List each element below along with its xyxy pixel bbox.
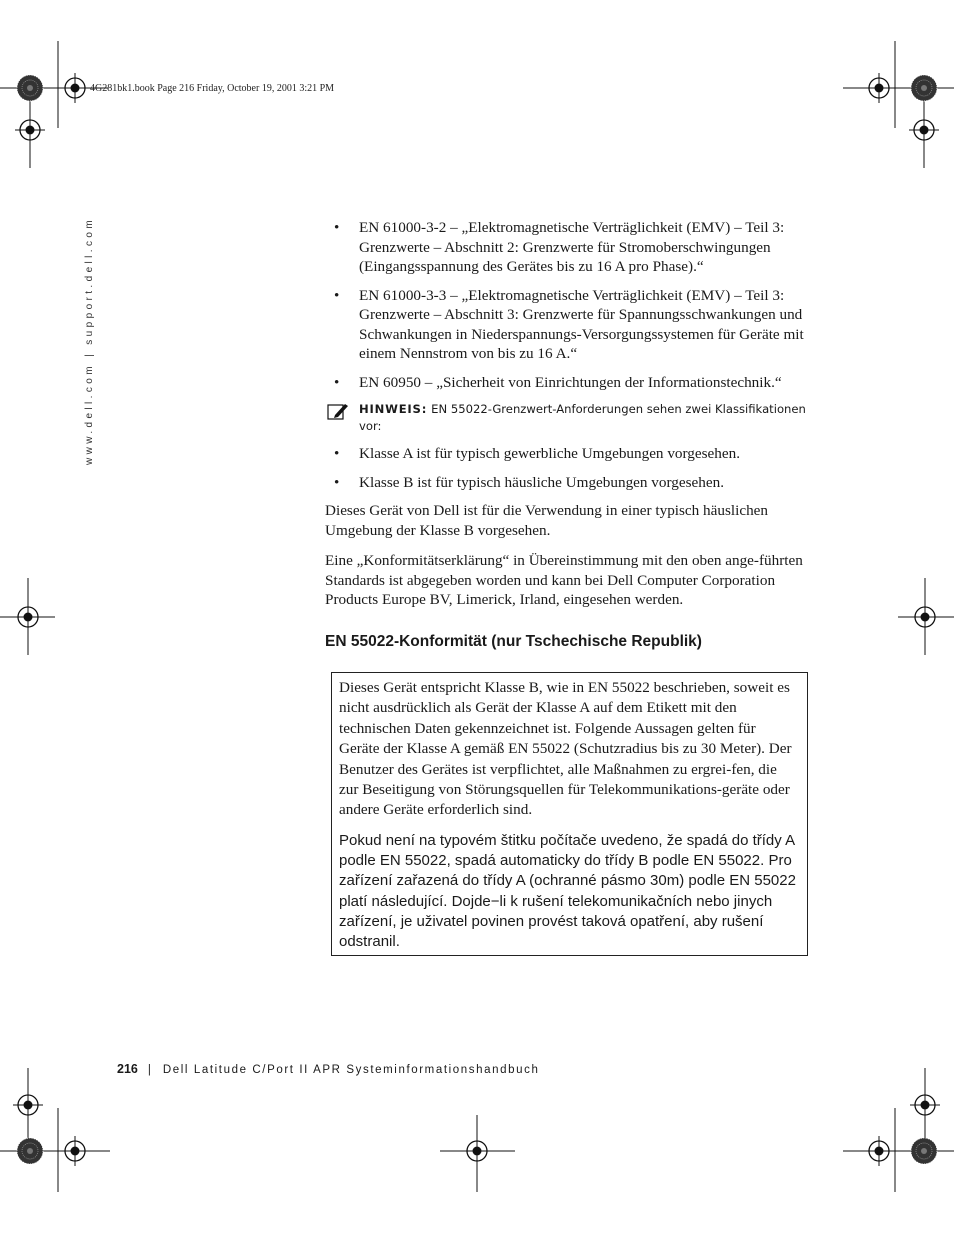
footer-separator: | xyxy=(147,1064,151,1076)
list-item xyxy=(325,444,815,464)
side-url-text: www.dell.com | support.dell.com xyxy=(84,216,95,465)
list-item-text: Klasse A ist für typisch gewerbliche Umgebungen vorgesehen. xyxy=(359,445,741,462)
list-item xyxy=(325,373,815,393)
list-item xyxy=(325,473,815,493)
notice-german-text: Dieses Gerät entspricht Klasse B, wie in EN 55022 beschrieben, soweit es nicht ausdrücklich als Gerät der Klasse A auf dem Etikett mit den technischen Daten gekennzeichnet ist. Folgende Aussagen gelten für Geräte der Klasse A gemäß EN 55022 (Schutzradius bis zu 30 Meter). Der Benutzer des Gerätes ist verpflichtet, alle Maßnahmen zu ergrei-fen, die zur Beseitigung von Störungsquellen für Telekommunikations-geräte oder andere Geräte erforderlich sind. xyxy=(339,679,792,819)
list-item-text: EN 61000-3-2 – „Elektromagnetische Verträglichkeit (EMV) – Teil 3: Grenzwerte – Abschnitt 2: Grenzwerte für Stromoberschwingungen (Eingangsspannung des Gerätes bis zu 16 A pro Phase).“ xyxy=(359,219,785,275)
notice-box xyxy=(331,672,808,956)
note-body: EN 55022-Grenzwert-Anforderungen sehen zwei Klassifikationen vor: xyxy=(359,402,806,433)
bullet-dot: • xyxy=(334,286,340,304)
bullet-dot: • xyxy=(334,473,340,491)
book-title: Dell Latitude C/Port II APR Systeminformationshandbuch xyxy=(162,1064,540,1076)
list-item xyxy=(325,218,815,277)
main-content xyxy=(325,218,815,652)
notice-czech-text: Pokud není na typovém štitku počítače uvedeno, že spadá do třídy A podle EN 55022, spadá automaticky do třídy B podle EN 55022. Pro zařízení zařazená do třídy A (ochranné pásmo 30m) podle EN 55022 platí následující. Dojde−li k rušení telekomunikačních nebo jinych zařízení, je uživatel povinen provést taková opatření, aby rušení odstranil. xyxy=(339,831,796,951)
page-number: 216 xyxy=(117,1062,138,1076)
section-heading: EN 55022-Konformität (nur Tschechische Republik) xyxy=(325,632,702,650)
paragraph: Dieses Gerät von Dell ist für die Verwendung in einer typisch häuslichen Umgebung der Klasse B vorgesehen. xyxy=(325,502,768,539)
bullet-dot: • xyxy=(334,445,340,462)
note-block xyxy=(325,401,815,435)
list-item-text: Klasse B ist für typisch häusliche Umgebungen vorgesehen. xyxy=(359,473,724,491)
bullet-dot: • xyxy=(334,373,340,391)
print-info-header: 4G281bk1.book Page 216 Friday, October 19, 2001 3:21 PM xyxy=(90,83,335,94)
note-label: HINWEIS: xyxy=(359,402,428,416)
note-text xyxy=(359,401,815,435)
bullet-dot: • xyxy=(334,219,340,236)
list-item-text: EN 61000-3-3 – „Elektromagnetische Verträglichkeit (EMV) – Teil 3: Grenzwerte – Abschnitt 3: Grenzwerte für Spannungsschwankungen und Schwankungen in Niederspannungs-Versorgungssystemen für Geräte mit einem Nennstrom von bis zu 16 A.“ xyxy=(359,286,804,362)
paragraph: Eine „Konformitätserklärung“ in Übereinstimmung mit den oben ange-führten Standards ist abgegeben worden und kann bei Dell Computer Corporation Products Europe BV, Limerick, Irland, eingesehen werden. xyxy=(325,552,803,608)
note-pencil-icon xyxy=(327,403,349,421)
list-item xyxy=(325,286,815,364)
list-item-text: EN 60950 – „Sicherheit von Einrichtungen der Informationstechnik.“ xyxy=(359,373,782,391)
page-footer xyxy=(117,1062,539,1076)
